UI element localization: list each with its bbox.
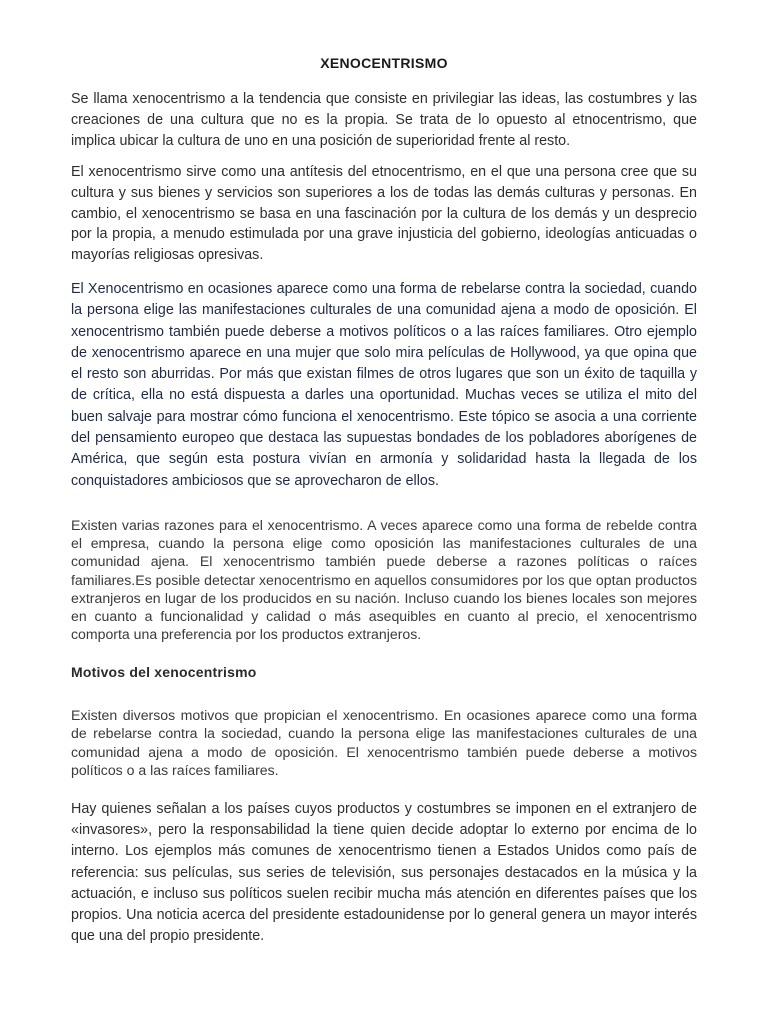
paragraph-antithesis: El xenocentrismo sirve como una antítesis del etnocentrismo, en el que una persona cree que su cultura y sus bienes y servicios son superiores a los de todas las demás culturas y personas. En cambio, el xenocentrismo se basa en una fascinación por la cultura de los demás y un desprecio por la propia, a menudo estimulada por una grave injusticia del gobierno, ideologías anticuadas o mayorías religiosas opresivas. [71,164,697,264]
paragraph-reasons: Existen varias razones para el xenocentrismo. A veces aparece como una forma de rebelde contra el empresa, cuando la persona elige como oposición las manifestaciones culturales de una comunidad ajena. El xenocentrismo también puede deberse a razones políticas o raíces familiares.Es posible detectar xenocentrismo en aquellos consumidores por los que optan productos extranjeros en lugar de los producidos en su nación. Incluso cuando los bienes locales son mejores en cuanto a funcionalidad y calidad o más asequibles en cuanto al precio, el xenocentrismo comporta una preferencia por los productos extranjeros. [71,517,697,643]
document-title: XENOCENTRISMO [320,55,448,71]
paragraph-motives: Existen diversos motivos que propician el xenocentrismo. En ocasiones aparece como una forma de rebelarse contra la sociedad, cuando la persona elige las manifestaciones culturales de una comunidad ajena a modo de oposición. El xenocentrismo también puede deberse a motivos políticos o a las raíces familiares. [71,707,697,778]
section-heading: Motivos del xenocentrismo [71,664,257,680]
paragraph-definition: Se llama xenocentrismo a la tendencia que consiste en privilegiar las ideas, las costumbres y las creaciones de una cultura que no es la propia. Se trata de lo opuesto al etnocentrismo, que implica ubicar la cultura de uno en una posición de superioridad frente al resto. [71,91,697,149]
paragraph-invaders: Hay quienes señalan a los países cuyos productos y costumbres se imponen en el extranjero de «invasores», pero la responsabilidad la tiene quien decide adoptar lo externo por encima de lo interno. Los ejemplos más comunes de xenocentrismo tienen a Estados Unidos como país de referencia: sus películas, sus series de televisión, sus personajes destacados en la música y la actuación, e incluso sus políticos suelen recibir mucha más atención en diferentes países que los propios. Una noticia acerca del presidente estadounidense por lo general genera un mayor interés que una del propio presidente. [71,801,697,945]
paragraph-examples: El Xenocentrismo en ocasiones aparece como una forma de rebelarse contra la sociedad, cuando la persona elige las manifestaciones culturales de una comunidad ajena a modo de oposición. El xenocentrismo también puede deberse a motivos políticos o a las raíces familiares. Otro ejemplo de xenocentrismo aparece en una mujer que solo mira películas de Hollywood, ya que opina que el resto son aburridas. Por más que existan filmes de otros lugares que son un éxito de taquilla y de crítica, ella no está dispuesta a darles una oportunidad. Muchas veces se utiliza el mito del buen salvaje para mostrar cómo funciona el xenocentrismo. Este tópico se asocia a una corriente del pensamiento europeo que destaca las supuestas bondades de los pobladores aborígenes de América, que según esta postura vivían en armonía y solidaridad hasta la llegada de los conquistadores ambiciosos que se aprovecharon de ellos. [71,281,697,489]
